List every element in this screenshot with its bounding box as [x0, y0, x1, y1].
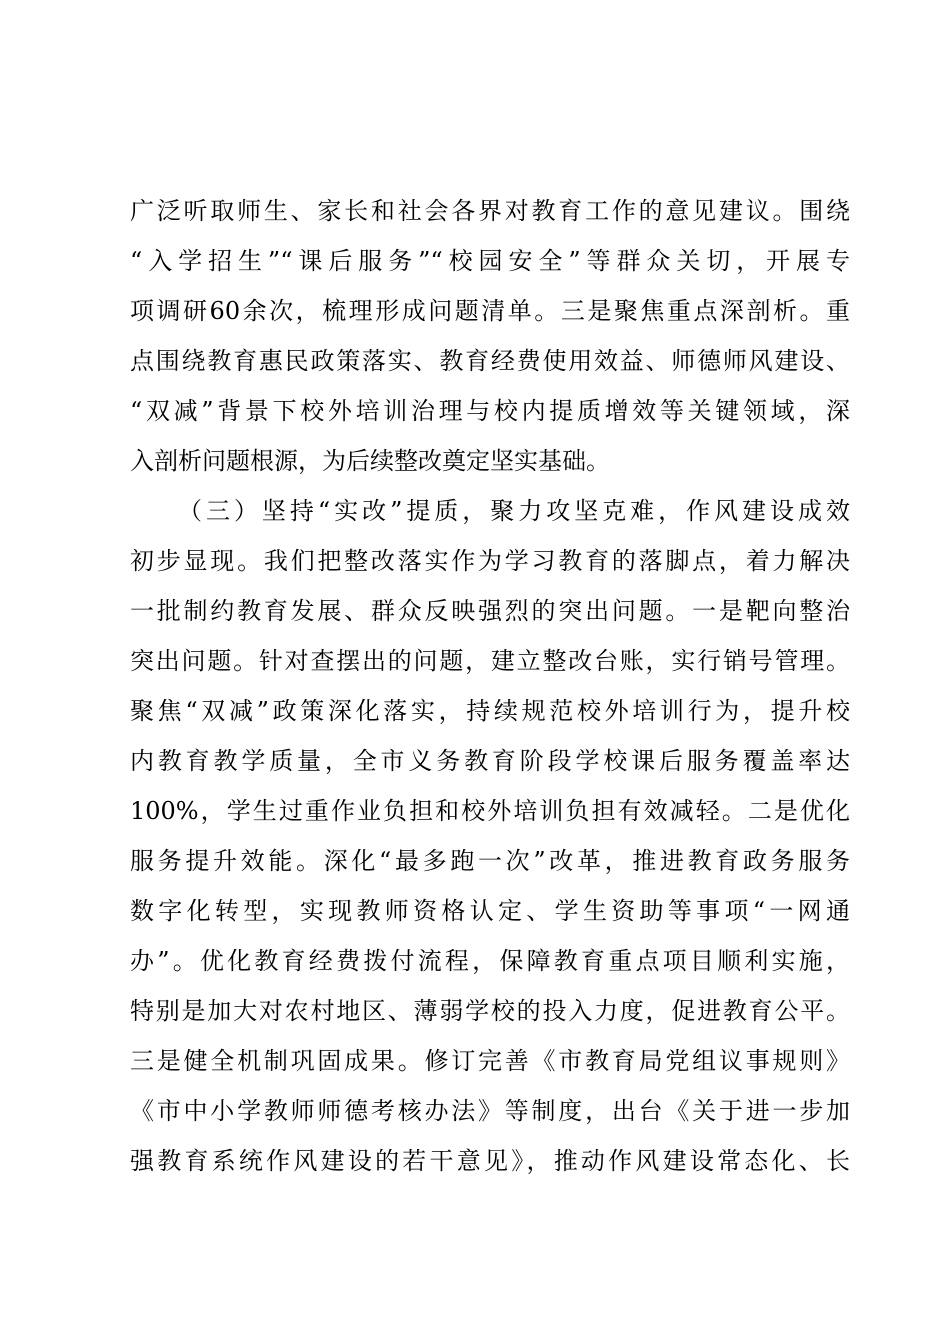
text-line-12: 内教育教学质量，全市义务教育阶段学校课后服务覆盖率达	[130, 747, 850, 775]
text-line-14: 服务提升效能。深化“最多跑一次”改革，推进教育政务服务	[130, 847, 850, 875]
text-line-10: 突出问题。针对查摆出的问题，建立整改台账，实行销号管理。	[130, 647, 850, 675]
text-line-3: 项调研60余次，梳理形成问题清单。三是聚焦重点深剖析。重	[130, 297, 850, 325]
text-line-15: 数字化转型，实现教师资格认定、学生资助等事项“一网通	[130, 897, 850, 925]
text-line-17: 特别是加大对农村地区、薄弱学校的投入力度，促进教育公平。	[130, 997, 850, 1025]
text-line-6: 入剖析问题根源，为后续整改奠定坚实基础。	[130, 447, 610, 475]
body-text	[130, 186, 850, 1186]
text-line-11: 聚焦“双减”政策深化落实，持续规范校外培训行为，提升校	[130, 697, 850, 725]
text-line-18: 三是健全机制巩固成果。修订完善《市教育局党组议事规则》	[130, 1047, 850, 1075]
text-line-13: 100%，学生过重作业负担和校外培训负担有效减轻。二是优化	[130, 797, 850, 825]
text-line-16: 办”。优化教育经费拨付流程，保障教育重点项目顺利实施，	[130, 947, 850, 975]
text-line-9: 一批制约教育发展、群众反映强烈的突出问题。一是靶向整治	[130, 597, 850, 625]
section-heading-3: （三）坚持“实改”提质，聚力攻坚克难，作风建设成效	[178, 497, 850, 525]
text-line-19: 《市中小学教师师德考核办法》等制度，出台《关于进一步加	[130, 1097, 850, 1125]
text-line-2: “入学招生”“课后服务”“校园安全”等群众关切，开展专	[130, 247, 850, 275]
text-line-5: “双减”背景下校外培训治理与校内提质增效等关键领域，深	[130, 397, 850, 425]
text-line-1: 广泛听取师生、家长和社会各界对教育工作的意见建议。围绕	[130, 197, 850, 225]
text-line-20: 强教育系统作风建设的若干意见》，推动作风建设常态化、长	[130, 1147, 850, 1175]
text-line-8: 初步显现。我们把整改落实作为学习教育的落脚点，着力解决	[130, 547, 850, 575]
text-line-4: 点围绕教育惠民政策落实、教育经费使用效益、师德师风建设、	[130, 347, 850, 375]
